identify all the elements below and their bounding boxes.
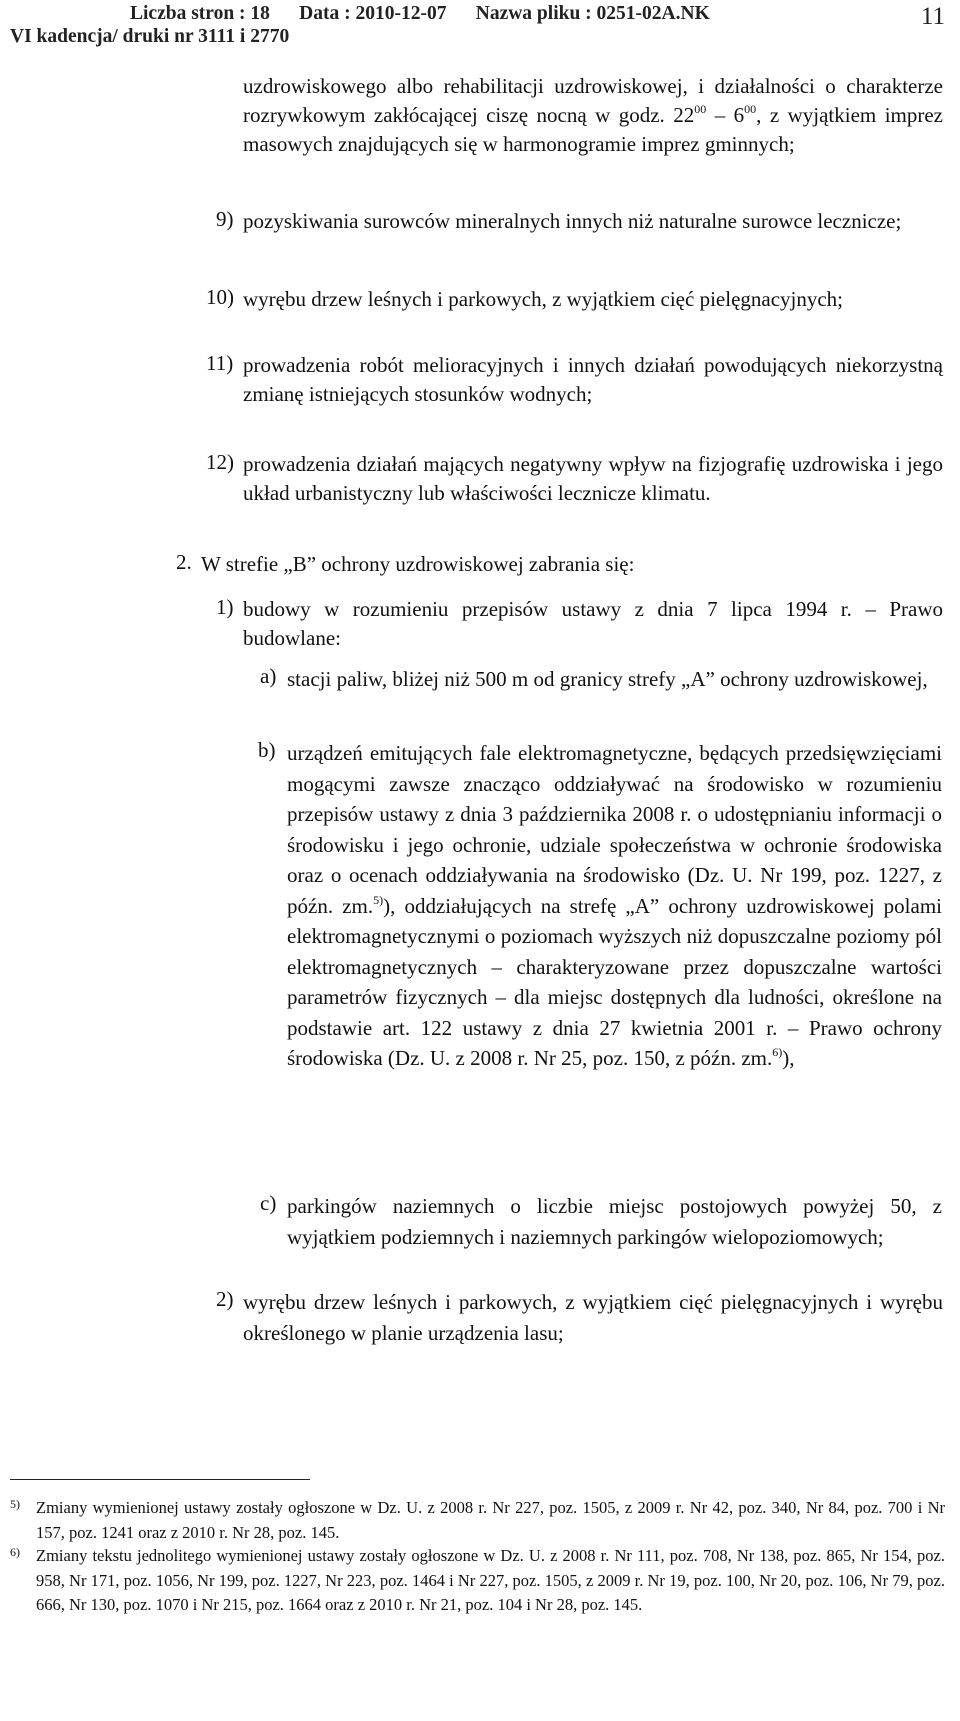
header-kadencja: VI kadencja/ druki nr 3111 i 2770 (10, 26, 290, 47)
continuation-text-a: uzdrowiskowego albo rehabilitacji uzdrowiskowej, i działalności o charakterze rozrywkowym zakłócającej ciszę nocną w godz. 22 (243, 74, 943, 127)
header-metadata: Liczba stron : 18 Data : 2010-12-07 Nazwa pliku : 0251-02A.NK (130, 3, 710, 24)
footnote-text: Zmiany tekstu jednolitego wymienionej ustawy zostały ogłoszone w Dz. U. z 2008 r. Nr 111, poz. 708, Nr 138, poz. 865, Nr 154, poz. 958, Nr 171, poz. 1056, Nr 199, poz. 1227, Nr 223, poz. 1464 i Nr 227, poz. 1505, z 2009 r. Nr 19, poz. 100, Nr 20, poz. 106, Nr 79, poz. 666, Nr 130, poz. 1070 i Nr 215, poz. 1664 oraz z 2010 r. Nr 21, poz. 104 i Nr 28, poz. 145. (36, 1546, 945, 1614)
footnote-ref-6: 6) (772, 1045, 783, 1059)
list-item-10: wyrębu drzew leśnych i parkowych, z wyjątkiem cięć pielęgnacyjnych; (243, 287, 844, 311)
sub-item-b-label: b) (258, 738, 276, 762)
page-header (10, 0, 945, 52)
continuation-text-b: – 6 (706, 103, 745, 127)
section-2-heading: W strefie „B” ochrony uzdrowiskowej zabrania się: (201, 552, 635, 576)
list-item-12: prowadzenia działań mających negatywny wpływ na fizjografię uzdrowiska i jego układ urbanistyczny lub właściwości lecznicze klimatu. (243, 452, 943, 505)
sub-item-a: stacji paliw, bliżej niż 500 m od granicy strefy „A” ochrony uzdrowiskowej, (287, 667, 928, 691)
footnote-number: 5) (10, 1497, 20, 1511)
page-number: 11 (920, 3, 945, 30)
item-1-text: budowy w rozumieniu przepisów ustawy z dnia 7 lipca 1994 r. – Prawo budowlane: (243, 597, 943, 650)
list-item-label-10: 10) (206, 285, 234, 309)
list-item-11: prowadzenia robót melioracyjnych i innych działań powodujących niekorzystną zmianę istniejących stosunków wodnych; (243, 353, 943, 406)
item-2-label: 2) (216, 1287, 234, 1311)
sub-item-c-label: c) (260, 1191, 277, 1215)
list-item-label-9: 9) (216, 207, 234, 231)
item-2-text: wyrębu drzew leśnych i parkowych, z wyjątkiem cięć pielęgnacyjnych i wyrębu określonego w planie urządzenia lasu; (243, 1290, 943, 1345)
list-item-9: pozyskiwania surowców mineralnych innych niż naturalne surowce lecznicze; (243, 209, 902, 233)
sub-item-b-text-1: urządzeń emitujących fale elektromagnetyczne, będących przedsięwzięciami mogącymi zawsze znacząco oddziaływać na środowisko w rozumieniu przepisów ustawy z dnia 3 października 2008 r. o udostępnianiu informacji o środowisku i jego ochronie, udziale społeczeństwa w ochronie środowiska oraz o ocenach oddziaływania na środowisko (Dz. U. Nr 199, poz. 1227, z późn. zm. (287, 741, 942, 918)
continuation-paragraph (243, 72, 943, 159)
footnote-text: Zmiany wymienionej ustawy zostały ogłoszone w Dz. U. z 2008 r. Nr 227, poz. 1505, z 2009 r. Nr 42, poz. 340, Nr 84, poz. 700 i Nr 157, poz. 1241 oraz z 2010 r. Nr 28, poz. 145. (36, 1498, 945, 1542)
list-item-label-11: 11) (206, 351, 234, 375)
footnote-number: 6) (10, 1545, 20, 1559)
time-superscript-end: 00 (744, 102, 757, 116)
sub-item-b-text-2: ), oddziałujących na strefę „A” ochrony uzdrowiskowej polami elektromagnetycznymi o poziomach wyższych niż dopuszczalne poziomy pól elektromagnetycznych – charakteryzowane przez dopuszczalne wartości parametrów fizycznych – dla miejsc dostępnych dla ludności, określone na podstawie art. 122 ustawy z dnia 27 kwietnia 2001 r. – Prawo ochrony środowiska (Dz. U. z 2008 r. Nr 25, poz. 150, z późn. zm. (287, 893, 943, 1070)
footnote-ref-5: 5) (373, 892, 384, 907)
time-superscript-start: 00 (694, 102, 707, 116)
footnote-6 (10, 1544, 945, 1719)
sub-item-b (287, 738, 942, 1074)
footnote-separator (10, 1479, 310, 1480)
sub-item-c: parkingów naziemnych o liczbie miejsc postojowych powyżej 50, z wyjątkiem podziemnych i naziemnych parkingów wielopoziomowych; (287, 1194, 942, 1249)
sub-item-b-text-3: ), (782, 1046, 795, 1070)
section-2-label: 2. (176, 550, 192, 574)
sub-item-a-label: a) (260, 664, 277, 688)
list-item-label-12: 12) (206, 450, 234, 474)
continuation-text-c: , z wyjątkiem imprez masowych znajdujących się w harmonogramie imprez gminnych; (243, 103, 943, 156)
footnote-5 (10, 1496, 945, 1548)
item-1-label: 1) (216, 595, 234, 619)
